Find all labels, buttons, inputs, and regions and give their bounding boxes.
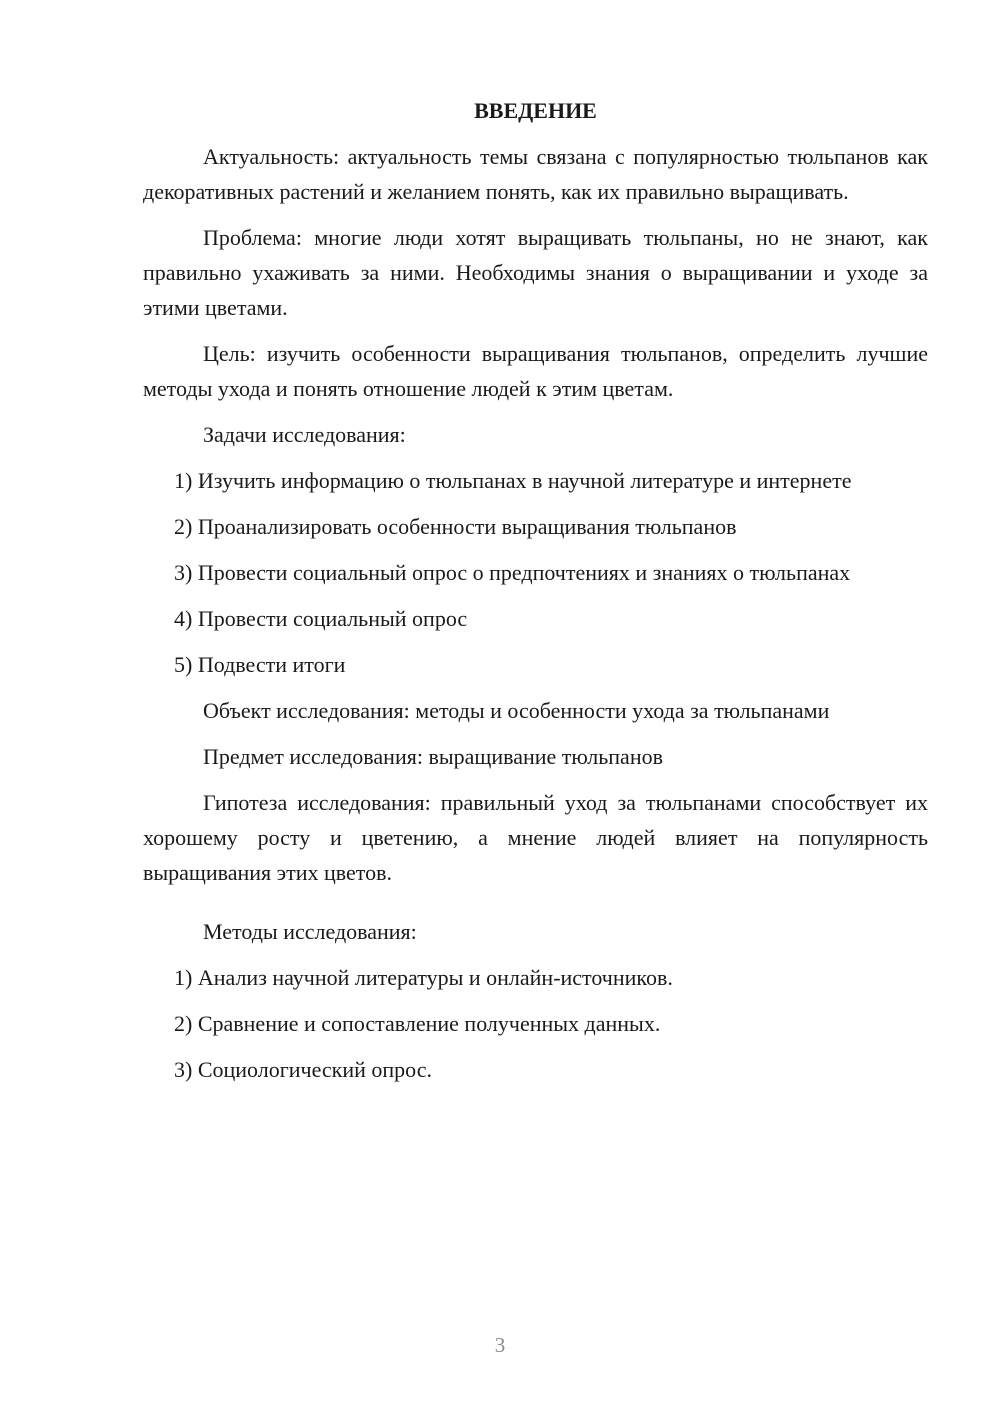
page-number: 3 xyxy=(494,1333,506,1357)
page-content xyxy=(143,93,928,1098)
tasks-title: Задачи исследования: xyxy=(203,422,406,447)
object-paragraph: Объект исследования: методы и особенности ухода за тюльпанами xyxy=(203,698,830,723)
task-item-1: 1) Изучить информацию о тюльпанах в научной литературе и интернете xyxy=(174,468,852,493)
hypothesis-paragraph: Гипотеза исследования: правильный уход за тюльпанами способствует их хорошему росту и цветению, а мнение людей влияет на популярность выращивания этих цветов. xyxy=(143,790,928,885)
section-heading: ВВЕДЕНИЕ xyxy=(474,98,597,123)
problem-paragraph: Проблема: многие люди хотят выращивать тюльпаны, но не знают, как правильно ухаживать за ними. Необходимы знания о выращивании и уходе за этими цветами. xyxy=(143,225,928,320)
relevance-paragraph: Актуальность: актуальность темы связана с популярностью тюльпанов как декоративных растений и желанием понять, как их правильно выращивать. xyxy=(143,144,928,204)
goal-paragraph: Цель: изучить особенности выращивания тюльпанов, определить лучшие методы ухода и понять отношение людей к этим цветам. xyxy=(143,341,928,401)
method-item-3: 3) Социологический опрос. xyxy=(174,1057,432,1082)
method-item-1: 1) Анализ научной литературы и онлайн-источников. xyxy=(174,965,673,990)
task-item-4: 4) Провести социальный опрос xyxy=(174,606,468,631)
task-item-3: 3) Провести социальный опрос о предпочтениях и знаниях о тюльпанах xyxy=(174,560,851,585)
task-item-5: 5) Подвести итоги xyxy=(174,652,346,677)
spacer xyxy=(143,901,928,914)
subject-paragraph: Предмет исследования: выращивание тюльпанов xyxy=(203,744,663,769)
task-item-2: 2) Проанализировать особенности выращивания тюльпанов xyxy=(174,514,737,539)
methods-title: Методы исследования: xyxy=(203,919,417,944)
method-item-2: 2) Сравнение и сопоставление полученных данных. xyxy=(174,1011,661,1036)
